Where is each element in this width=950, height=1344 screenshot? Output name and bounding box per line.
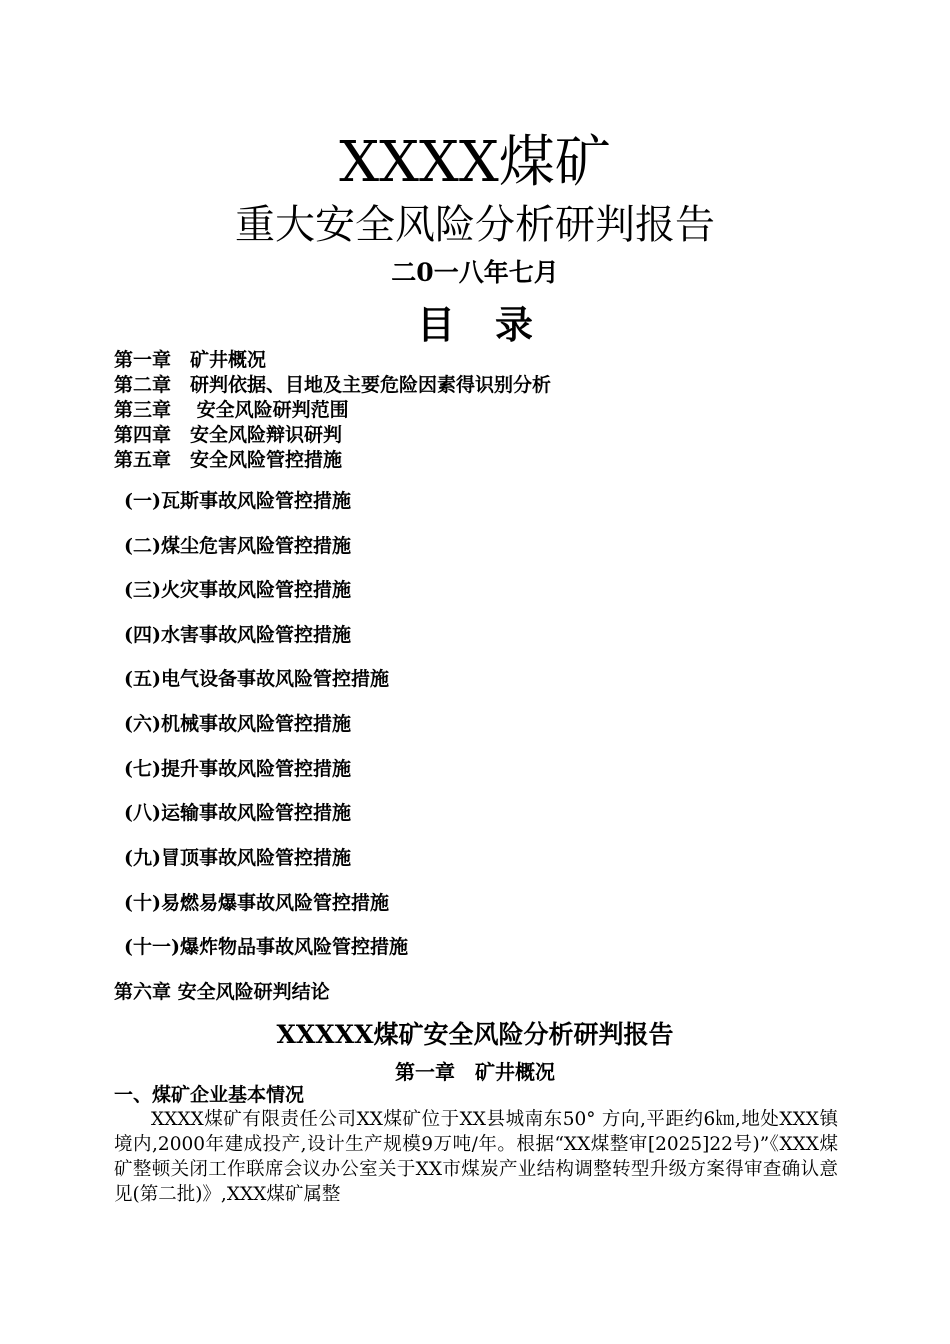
toc-section-7[interactable]: (七)提升事故风险管控措施	[124, 758, 351, 780]
toc-heading: 目录	[416, 302, 573, 347]
section-heading: 一、煤矿企业基本情况	[114, 1084, 305, 1106]
toc-section-2[interactable]: (二)煤尘危害风险管控措施	[124, 535, 351, 557]
toc-section-4[interactable]: (四)水害事故风险管控措施	[124, 624, 351, 646]
toc-chapter-4[interactable]: 第四章 安全风险辩识研判	[114, 424, 343, 446]
toc-section-11[interactable]: (十一)爆炸物品事故风险管控措施	[124, 936, 408, 958]
toc-chapter-3[interactable]: 第三章 安全风险研判范围	[114, 399, 349, 421]
toc-chapter-1[interactable]: 第一章 矿井概况	[114, 349, 267, 371]
toc-section-5[interactable]: (五)电气设备事故风险管控措施	[124, 668, 389, 690]
toc-section-6[interactable]: (六)机械事故风险管控措施	[124, 713, 351, 735]
toc-section-9[interactable]: (九)冒顶事故风险管控措施	[124, 847, 351, 869]
report-title: XXXXX煤矿安全风险分析研判报告	[276, 1020, 674, 1049]
body-paragraph: XXXX煤矿有限责任公司XX煤矿位于XX县城南东50° 方向,平距约6㎞,地处XXX镇境内,2000年建成投产,设计生产规模9万吨/年。根据“XX煤整审[2025]22号)”《XXX煤矿整顿关闭工作联席会议办公室关于XX市煤炭产业结构调整转型升级方案得审查确认意见(第二批)》,XXX煤矿属整	[114, 1109, 838, 1205]
toc-chapter-6[interactable]: 第六章 安全风险研判结论	[114, 981, 330, 1003]
toc-section-1[interactable]: (一)瓦斯事故风险管控措施	[124, 490, 351, 512]
cover-title: XXXX煤矿	[339, 130, 611, 195]
cover-subtitle: 重大安全风险分析研判报告	[235, 202, 715, 248]
toc-chapter-5[interactable]: 第五章 安全风险管控措施	[114, 449, 343, 471]
toc-chapter-2[interactable]: 第二章 研判依据、目地及主要危险因素得识别分析	[114, 374, 552, 396]
cover-date: 二0一八年七月	[391, 258, 559, 287]
chapter-heading: 第一章 矿井概况	[395, 1060, 555, 1084]
toc-section-3[interactable]: (三)火灾事故风险管控措施	[124, 579, 351, 601]
toc-section-10[interactable]: (十)易燃易爆事故风险管控措施	[124, 892, 389, 914]
toc-section-8[interactable]: (八)运输事故风险管控措施	[124, 802, 351, 824]
